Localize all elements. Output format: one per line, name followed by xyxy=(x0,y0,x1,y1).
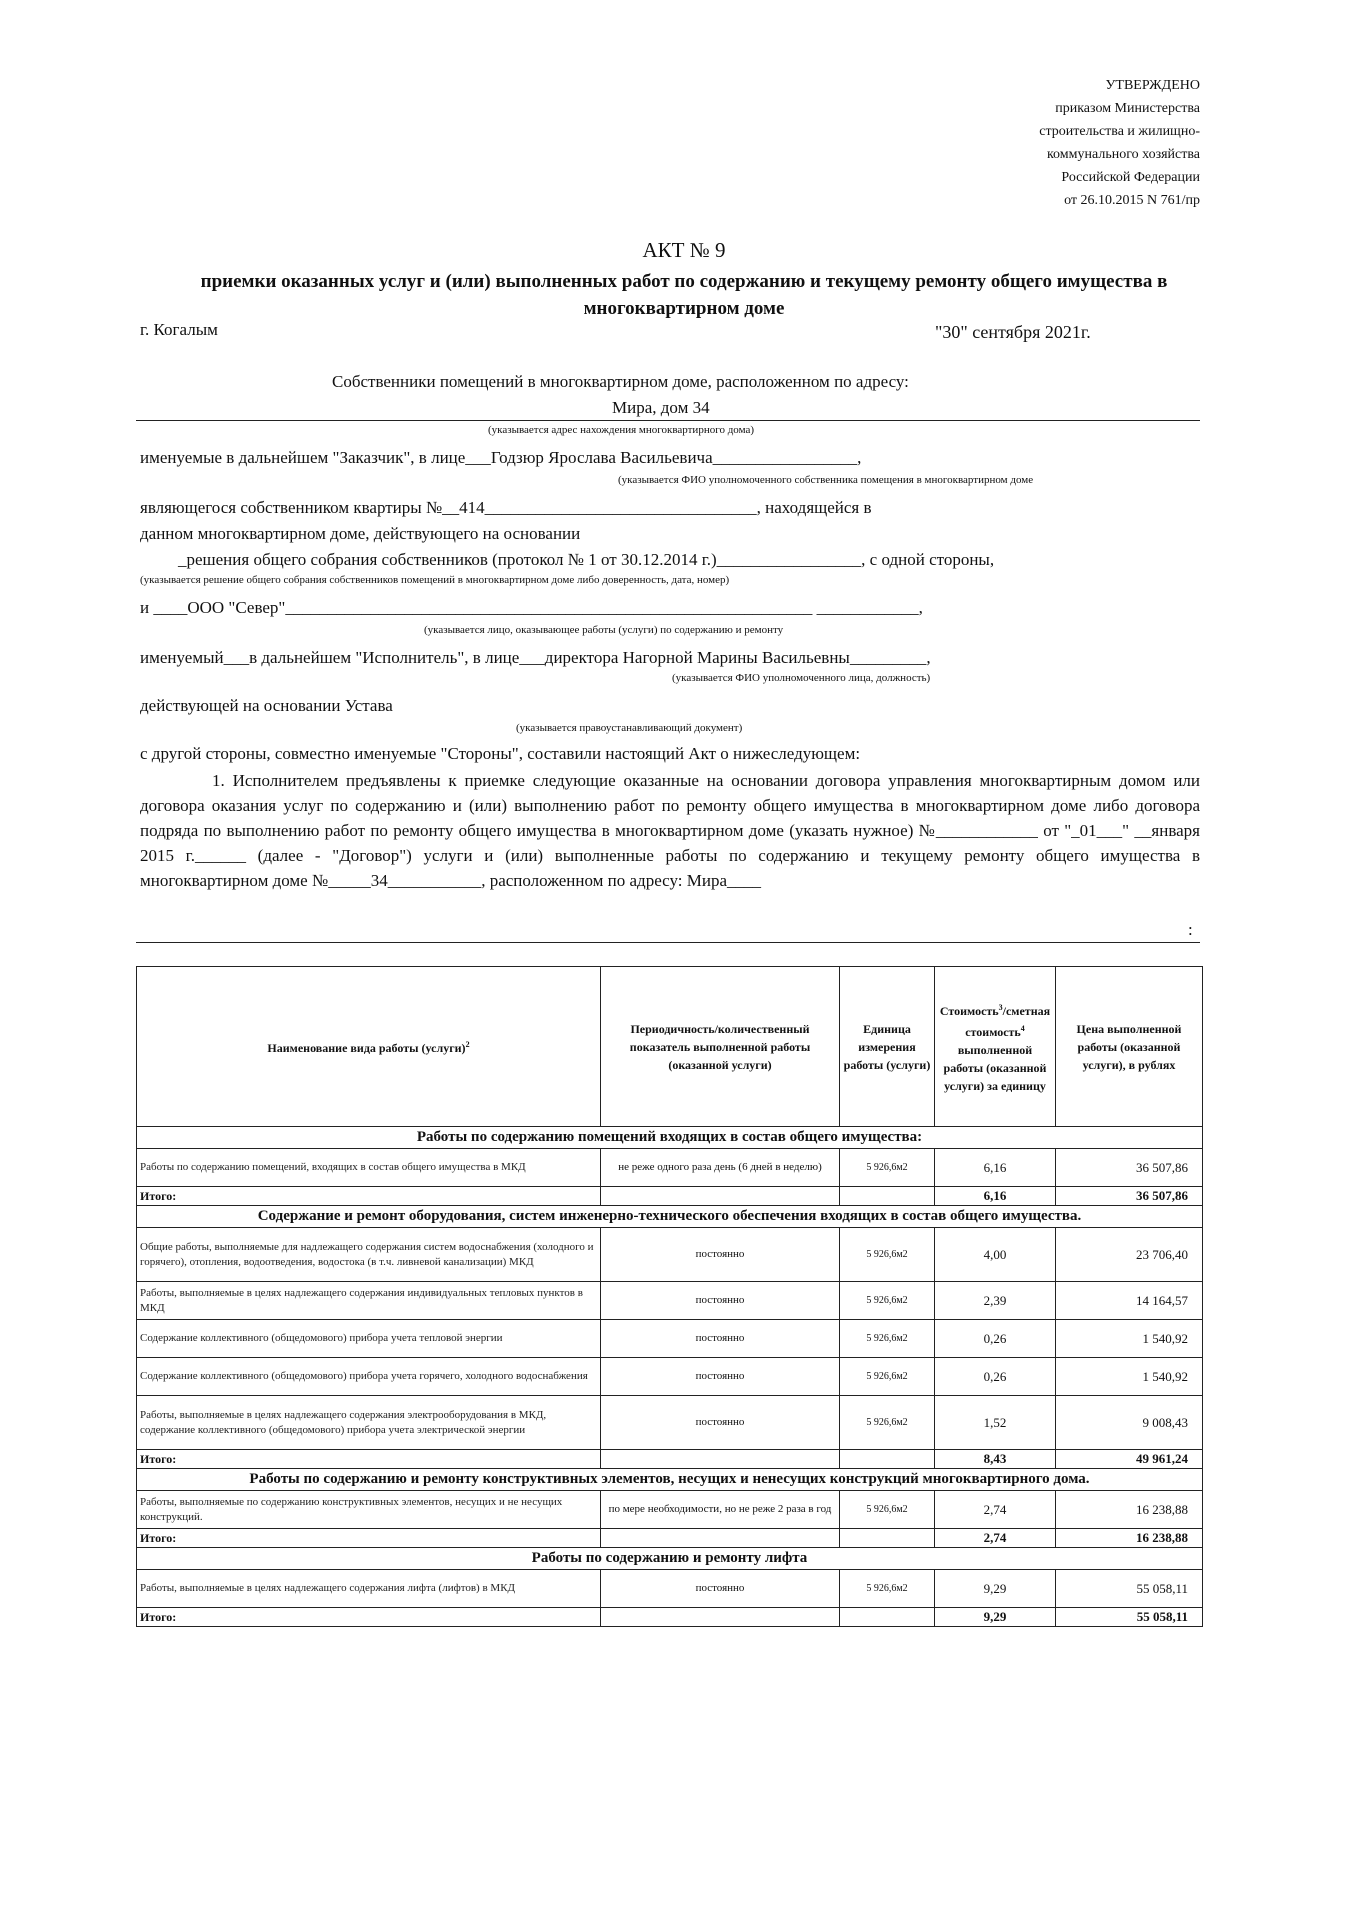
work-unit: 5 926,6м2 xyxy=(840,1228,935,1282)
work-unit: 5 926,6м2 xyxy=(840,1396,935,1450)
total-label: Итого: xyxy=(137,1529,601,1548)
executor-hint: (указывается ФИО уполномоченного лица, должность) xyxy=(672,672,931,684)
section-row xyxy=(137,1206,1203,1228)
work-cost: 4,00 xyxy=(935,1228,1056,1282)
approval-line: УТВЕРЖДЕНО xyxy=(1105,78,1200,93)
address-value: Мира, дом 34 xyxy=(612,398,710,417)
charter-hint: (указывается правоустанавливающий документ) xyxy=(516,722,743,734)
contractor-hint: (указывается лицо, оказывающее работы (услуги) по содержанию и ремонту xyxy=(424,624,784,636)
section-title: Содержание и ремонт оборудования, систем инженерно-технического обеспечения входящих в состав общего имущества. xyxy=(137,1206,1203,1228)
work-period: постоянно xyxy=(601,1228,840,1282)
owners-line: Собственники помещений в многоквартирном доме, расположенном по адресу: xyxy=(332,372,909,391)
decision-hint: (указывается решение общего собрания собственников помещений в многоквартирном доме либо доверенность, дата, номер) xyxy=(140,574,730,586)
act-subtitle: приемки оказанных услуг и (или) выполненных работ по содержанию и текущему ремонту общего имущества в многоквартирном доме xyxy=(200,271,1168,319)
paragraph-underline xyxy=(136,942,1200,943)
work-name: Работы, выполняемые в целях надлежащего содержания лифта (лифтов) в МКД xyxy=(137,1570,601,1608)
header-price: Цена выполненной работы (оказанной услуги), в рублях xyxy=(1056,967,1203,1127)
act-title: АКТ № 9 xyxy=(642,238,726,262)
table-row xyxy=(137,1358,1203,1396)
decision-line: _решения общего собрания собственников (протокол № 1 от 30.12.2014 г.)_________________, с одной стороны, xyxy=(178,550,995,569)
approval-line: Российской Федерации xyxy=(1061,170,1200,185)
work-name: Содержание коллективного (общедомового) прибора учета горячего, холодного водоснабжения xyxy=(137,1358,601,1396)
work-period: по мере необходимости, но не реже 2 раза в год xyxy=(601,1491,840,1529)
work-name: Общие работы, выполняемые для надлежащего содержания систем водоснабжения (холодного и горячего), отопления, водоотведения, водостока (в т.ч. ливневой канализации) МКД xyxy=(137,1228,601,1282)
paragraph-1-text: 1. Исполнителем предъявлены к приемке следующие оказанные на основании договора управления многоквартирным домом или договора оказания услуг по содержанию и (или) выполнению работ по ремонту общего имущества в многоквартирном доме либо договора подряда по выполнению работ по ремонту общего имущества в многоквартирном доме (указать нужное) №____________ от "_01___" __января 2015 г.______ (далее - "Договор") услуги и (или) выполненные работы по содержанию и текущему ремонту общего имущества в многоквартирном доме №_____34___________, расположенном по адресу: Мира____ xyxy=(140,771,1200,890)
table-row xyxy=(137,1396,1203,1450)
paragraph-1 xyxy=(140,768,1200,893)
work-unit: 5 926,6м2 xyxy=(840,1358,935,1396)
section-row xyxy=(137,1127,1203,1149)
table-row xyxy=(137,1149,1203,1187)
total-price: 16 238,88 xyxy=(1056,1529,1203,1548)
charter-line: действующей на основании Устава xyxy=(140,696,393,715)
table-header-row xyxy=(137,967,1203,1127)
total-cost: 6,16 xyxy=(935,1187,1056,1206)
table-row xyxy=(137,1282,1203,1320)
work-unit: 5 926,6м2 xyxy=(840,1320,935,1358)
table-row xyxy=(137,1491,1203,1529)
header-unit: Единица измерения работы (услуги) xyxy=(840,967,935,1127)
work-price: 55 058,11 xyxy=(1056,1570,1203,1608)
table-row xyxy=(137,1570,1203,1608)
work-price: 1 540,92 xyxy=(1056,1358,1203,1396)
total-row xyxy=(137,1187,1203,1206)
total-cost: 8,43 xyxy=(935,1450,1056,1469)
customer-hint: (указывается ФИО уполномоченного собственника помещения в многоквартирном доме xyxy=(618,474,1034,486)
contractor-line: и ____ООО "Север"______________________________________________________________ ____________, xyxy=(140,598,923,617)
section-row xyxy=(137,1469,1203,1491)
work-unit: 5 926,6м2 xyxy=(840,1570,935,1608)
approval-line: строительства и жилищно- xyxy=(1039,124,1200,139)
work-cost: 1,52 xyxy=(935,1396,1056,1450)
work-name: Работы, выполняемые по содержанию конструктивных элементов, несущих и не несущих конструкций. xyxy=(137,1491,601,1529)
total-price: 49 961,24 xyxy=(1056,1450,1203,1469)
work-unit: 5 926,6м2 xyxy=(840,1491,935,1529)
total-cost: 9,29 xyxy=(935,1608,1056,1627)
work-price: 9 008,43 xyxy=(1056,1396,1203,1450)
section-title: Работы по содержанию и ремонту лифта xyxy=(137,1548,1203,1570)
header-name: Наименование вида работы (услуги)$^2$ xyxy=(137,967,601,1127)
city: г. Когалым xyxy=(140,320,218,339)
work-cost: 9,29 xyxy=(935,1570,1056,1608)
work-price: 36 507,86 xyxy=(1056,1149,1203,1187)
work-period: не реже одного раза день (6 дней в неделю) xyxy=(601,1149,840,1187)
works-table xyxy=(136,966,1203,1627)
total-label: Итого: xyxy=(137,1608,601,1627)
work-cost: 6,16 xyxy=(935,1149,1056,1187)
act-date: "30" сентября 2021г. xyxy=(935,322,1091,342)
section-title: Работы по содержанию помещений входящих в состав общего имущества: xyxy=(137,1127,1203,1149)
approval-block xyxy=(1039,74,1200,212)
work-price: 1 540,92 xyxy=(1056,1320,1203,1358)
approval-line: коммунального хозяйства xyxy=(1046,147,1200,162)
work-cost: 0,26 xyxy=(935,1320,1056,1358)
work-period: постоянно xyxy=(601,1282,840,1320)
other-side-line: с другой стороны, совместно именуемые "Стороны", составили настоящий Акт о нижеследующем: xyxy=(140,744,861,763)
approval-line: приказом Министерства xyxy=(1055,101,1200,116)
total-row xyxy=(137,1450,1203,1469)
header-period: Периодичность/количественный показатель выполненной работы (оказанной услуги) xyxy=(601,967,840,1127)
work-unit: 5 926,6м2 xyxy=(840,1282,935,1320)
customer-prefix: именуемые в дальнейшем "Заказчик", в лице___ xyxy=(140,448,491,467)
owner-line: являющегося собственником квартиры №__414________________________________, находящейся в xyxy=(140,498,872,517)
work-cost: 2,74 xyxy=(935,1491,1056,1529)
work-period: постоянно xyxy=(601,1570,840,1608)
work-cost: 2,39 xyxy=(935,1282,1056,1320)
customer-tail: _________________, xyxy=(712,448,862,467)
section-row xyxy=(137,1548,1203,1570)
total-row xyxy=(137,1608,1203,1627)
total-row xyxy=(137,1529,1203,1548)
work-price: 16 238,88 xyxy=(1056,1491,1203,1529)
work-period: постоянно xyxy=(601,1320,840,1358)
work-name: Работы, выполняемые в целях надлежащего содержания электрооборудования в МКД, содержание коллективного (общедомового) прибора учета электрической энергии xyxy=(137,1396,601,1450)
work-price: 23 706,40 xyxy=(1056,1228,1203,1282)
total-price: 55 058,11 xyxy=(1056,1608,1203,1627)
basis-line: данном многоквартирном доме, действующего на основании xyxy=(140,524,581,543)
table-row xyxy=(137,1228,1203,1282)
work-name: Работы по содержанию помещений, входящих в состав общего имущества в МКД xyxy=(137,1149,601,1187)
executor-line: именуемый___в дальнейшем "Исполнитель", в лице___директора Нагорной Марины Васильевны_________, xyxy=(140,648,931,667)
address-underline xyxy=(136,420,1200,421)
approval-line: от 26.10.2015 N 761/пр xyxy=(1064,193,1200,208)
section-title: Работы по содержанию и ремонту конструктивных элементов, несущих и ненесущих конструкций многоквартирного дома. xyxy=(137,1469,1203,1491)
work-period: постоянно xyxy=(601,1396,840,1450)
work-name: Работы, выполняемые в целях надлежащего содержания индивидуальных тепловых пунктов в МКД xyxy=(137,1282,601,1320)
customer-name: Годзюр Ярослава Васильевича xyxy=(490,448,713,467)
work-period: постоянно xyxy=(601,1358,840,1396)
header-cost: Стоимость$^3$/сметная стоимость$^4$ выполненной работы (оказанной услуги) за единицу xyxy=(935,967,1056,1127)
total-price: 36 507,86 xyxy=(1056,1187,1203,1206)
address-hint: (указывается адрес нахождения многоквартирного дома) xyxy=(488,424,755,436)
colon-mark: : xyxy=(1188,920,1193,939)
total-cost: 2,74 xyxy=(935,1529,1056,1548)
customer-line xyxy=(140,448,861,468)
table-row xyxy=(137,1320,1203,1358)
total-label: Итого: xyxy=(137,1187,601,1206)
work-price: 14 164,57 xyxy=(1056,1282,1203,1320)
work-name: Содержание коллективного (общедомового) прибора учета тепловой энергии xyxy=(137,1320,601,1358)
total-label: Итого: xyxy=(137,1450,601,1469)
work-cost: 0,26 xyxy=(935,1358,1056,1396)
work-unit: 5 926,6м2 xyxy=(840,1149,935,1187)
